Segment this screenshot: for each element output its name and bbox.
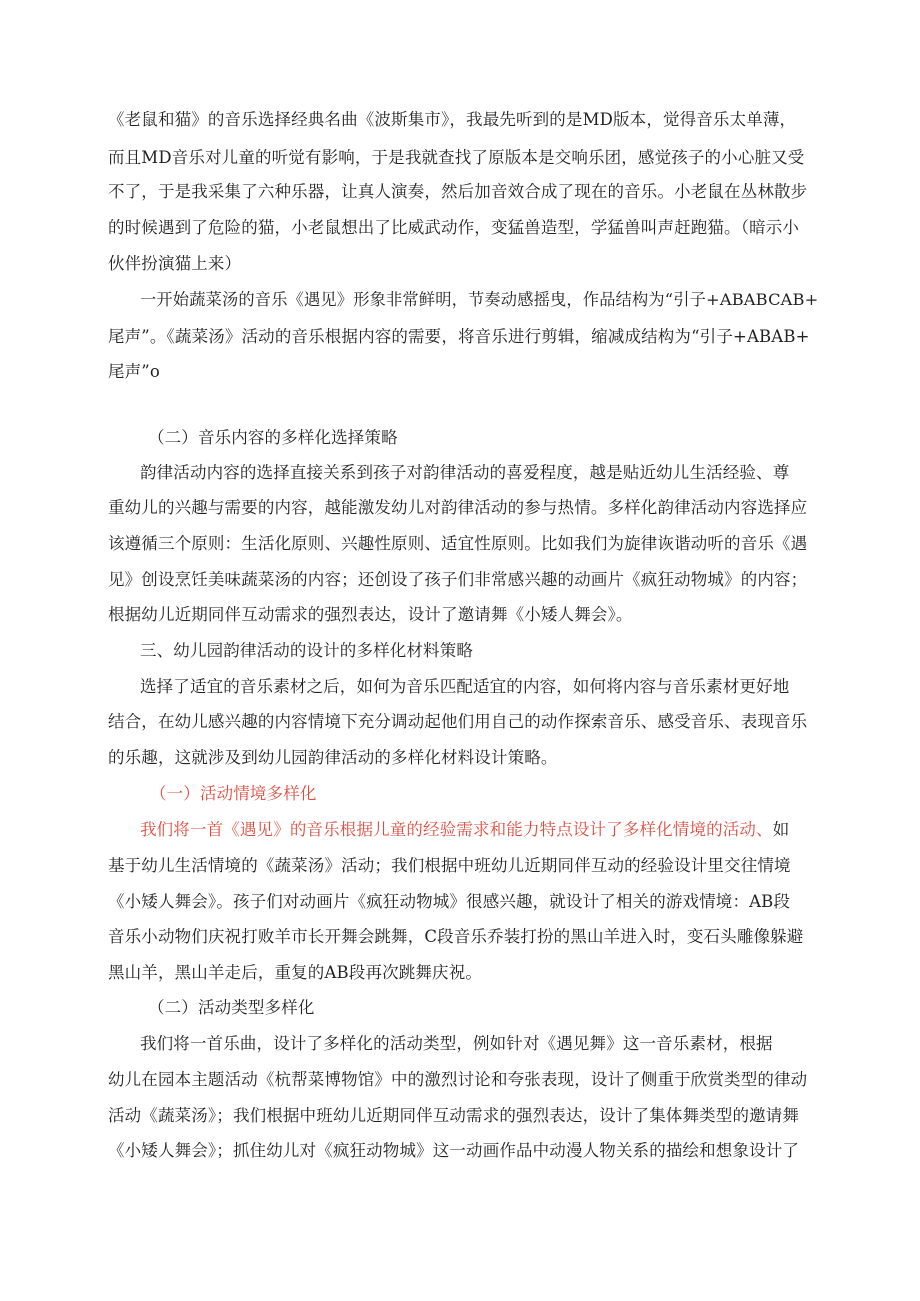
para1-line-1: 《老鼠和猫》的音乐选择经典名曲《波斯集市》，我最先听到的是MD版本，觉得音乐太单薄， — [108, 110, 797, 129]
para1-line-3: 不了，于是我采集了六种乐器，让真人演奏，然后加音效合成了现在的音乐。小老鼠在丛林散步 — [108, 182, 808, 201]
para5-line-4: 音乐小动物们庆祝打败羊市长开舞会跳舞，C段音乐乔装打扮的黑山羊进入时，变石头雕像躲避 — [108, 927, 804, 946]
para4-line-2: 结合，在幼儿感兴趣的内容情境下充分调动起他们用自己的动作探索音乐、感受音乐、表现音乐 — [108, 712, 808, 731]
para6-line-4: 《小矮人舞会》；抓住幼儿对《疯狂动物城》这一动画作品中动漫人物关系的描绘和想象设计了 — [108, 1141, 800, 1160]
heading-content-strategy: （二）音乐内容的多样化选择策略 — [148, 428, 398, 447]
heading-activity-type: （二）活动类型多样化 — [148, 998, 315, 1017]
para5-line-1-rest: 如 — [772, 820, 790, 839]
heading-section-3: 三、幼儿园韵律活动的设计的多样化材料策略 — [140, 641, 473, 660]
para1-line-2: 而且MD音乐对儿童的听觉有影响，于是我就查找了原版本是交响乐团，感觉孩子的小心脏又受 — [108, 148, 805, 167]
para5-highlight-text: 我们将一首《遇见》的音乐根据儿童的经验需求和能力特点设计了多样化情境的活动、 — [140, 820, 773, 839]
para6-line-3: 活动《蔬菜汤》；我们根据中班幼儿近期同伴互动需求的强烈表达，设计了集体舞类型的邀请舞 — [108, 1106, 800, 1125]
para6-line-1: 我们将一首乐曲，设计了多样化的活动类型，例如针对《遇见舞》这一音乐素材，根据 — [140, 1034, 773, 1053]
para5-line-3: 《小矮人舞会》。孩子们对动画片《疯狂动物城》很感兴趣，就设计了相关的游戏情境：AB段 — [108, 892, 791, 911]
para6-line-2: 幼儿在园本主题活动《杭帮菜博物馆》中的激烈讨论和夸张表现，设计了侧重于欣赏类型的律动 — [108, 1070, 808, 1089]
heading-situation: （一）活动情境多样化 — [150, 784, 317, 803]
para5-line-5: 黑山羊，黑山羊走后，重复的AB段再次跳舞庆祝。 — [108, 963, 482, 982]
para2-line-2: 尾声”。《蔬菜汤》活动的音乐根据内容的需要，将音乐进行剪辑，缩减成结构为“引子+ABAB+ — [108, 327, 810, 346]
para5-line-2: 基于幼儿生活情境的《蔬菜汤》活动；我们根据中班幼儿近期同伴互动的经验设计里交往情境 — [108, 856, 791, 875]
para4-line-3: 的乐趣，这就涉及到幼儿园韵律活动的多样化材料设计策略。 — [108, 748, 558, 767]
para2-line-1: 一开始蔬菜汤的音乐《遇见》形象非常鲜明，节奏动感摇曳，作品结构为“引子+ABABCAB+ — [140, 290, 819, 309]
para1-line-5: 伙伴扮演猫上来） — [108, 254, 242, 273]
para3-line-4: 见》创设烹饪美味蔬菜汤的内容；还创设了孩子们非常感兴趣的动画片《疯狂动物城》的内容； — [108, 570, 808, 589]
para5-line-1 — [140, 820, 789, 840]
para2-line-3: 尾声”o — [108, 362, 160, 381]
para3-line-1: 韵律活动内容的选择直接关系到孩子对韵律活动的喜爱程度，越是贴近幼儿生活经验、尊 — [140, 463, 790, 482]
para1-line-4: 的时候遇到了危险的猫，小老鼠想出了比威武动作，变猛兽造型，学猛兽叫声赶跑猫。（暗示小 — [108, 218, 800, 237]
para3-line-3: 该遵循三个原则：生活化原则、兴趣性原则、适宜性原则。比如我们为旋律诙谐动听的音乐《遇 — [108, 534, 808, 553]
para4-line-1: 选择了适宜的音乐素材之后，如何为音乐匹配适宜的内容，如何将内容与音乐素材更好地 — [140, 677, 790, 696]
para3-line-2: 重幼儿的兴趣与需要的内容，越能激发幼儿对韵律活动的参与热情。多样化韵律活动内容选择应 — [108, 498, 808, 517]
para3-line-5: 根据幼儿近期同伴互动需求的强烈表达，设计了邀请舞《小矮人舞会》。 — [108, 605, 633, 624]
